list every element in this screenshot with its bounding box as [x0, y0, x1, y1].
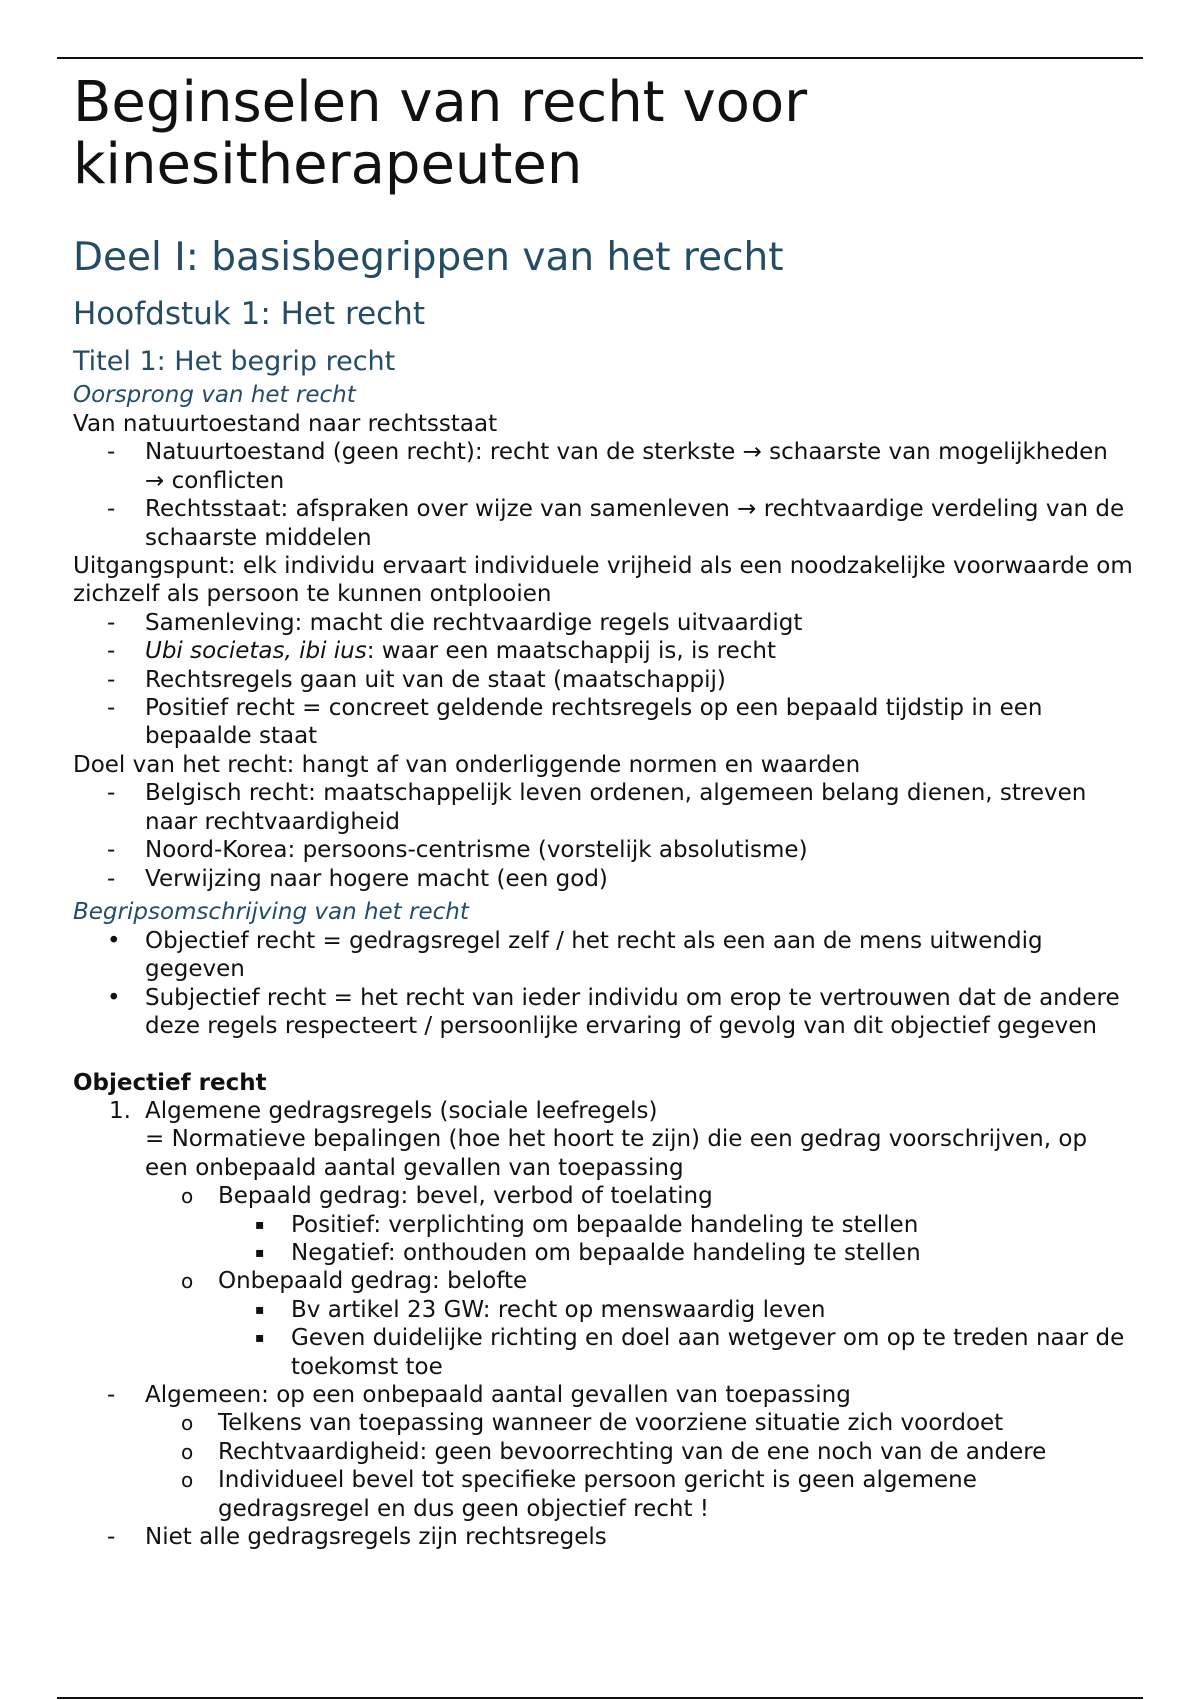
- section-heading-oorsprong: Oorsprong van het recht: [73, 382, 356, 408]
- circle-list: [73, 1267, 1133, 1295]
- list-item: - Algemeen: op een onbepaald aantal gevallen van toepassing: [107, 1382, 851, 1408]
- list-item: ▪ Bv artikel 23 GW: recht op menswaardig leven: [255, 1296, 826, 1323]
- dash-list: [73, 438, 1133, 552]
- dash-marker: -: [107, 1382, 116, 1408]
- bottom-rule: [57, 1697, 1143, 1699]
- list-item: - Verwijzing naar hogere macht (een god): [107, 865, 608, 892]
- list-item: • Subjectief recht = het recht van ieder individu om erop te vertrouwen dat de andere deze regels respecteert / persoonlijke ervaring of gevolg van dit objectief gegeven: [107, 984, 1120, 1040]
- top-rule: [57, 57, 1143, 59]
- list-item: ▪ Negatief: onthouden om bepaalde handeling te stellen: [255, 1239, 921, 1266]
- circle-marker: o: [181, 1468, 194, 1493]
- list-item: o Rechtvaardigheid: geen bevoorrechting van de ene noch van de andere: [181, 1438, 1047, 1465]
- dash-marker: -: [107, 695, 116, 722]
- square-marker: ▪: [255, 1330, 265, 1347]
- list-item: • Objectief recht = gedragsregel zelf / het recht als een aan de mens uitwendig gegeven: [107, 927, 1043, 983]
- dash-list: [73, 1523, 1133, 1551]
- list-item: - Rechtsstaat: afspraken over wijze van samenleven → rechtvaardige verdeling van de schaarste middelen: [107, 496, 1125, 551]
- circle-list: [73, 1409, 1133, 1523]
- list-item: o Telkens van toepassing wanneer de voorziene situatie zich voordoet: [181, 1410, 1004, 1437]
- title-heading: Titel 1: Het begrip recht: [73, 346, 396, 377]
- square-marker: ▪: [255, 1216, 265, 1233]
- list-item: - Niet alle gedragsregels zijn rechtsregels: [107, 1524, 607, 1551]
- circle-marker: o: [181, 1184, 194, 1209]
- dash-marker: -: [107, 496, 116, 523]
- list-item: - Samenleving: macht die rechtvaardige regels uitvaardigt: [107, 609, 803, 636]
- bullet-marker: •: [107, 927, 121, 954]
- chapter-heading: Hoofdstuk 1: Het recht: [73, 296, 425, 332]
- dash-marker: -: [107, 837, 116, 864]
- document-page: [73, 72, 1133, 1551]
- dash-marker: -: [107, 609, 116, 636]
- bullet-list: [73, 927, 1133, 1041]
- blank-line: [73, 1041, 1133, 1069]
- list-item: ▪ Positief: verplichting om bepaalde handeling te stellen: [255, 1211, 919, 1238]
- list-item: o Individueel bevel tot specifieke persoon gericht is geen algemene gedragsregel en dus geen objectief recht !: [181, 1467, 977, 1522]
- square-list: [73, 1296, 1133, 1381]
- dash-list: [73, 609, 1133, 751]
- list-item: o Onbepaald gedrag: belofte: [181, 1268, 528, 1295]
- part-heading: Deel I: basisbegrippen van het recht: [73, 235, 784, 280]
- square-marker: ▪: [255, 1301, 265, 1318]
- circle-marker: o: [181, 1439, 194, 1464]
- dash-marker: -: [107, 780, 116, 807]
- list-item: ▪ Geven duidelijke richting en doel aan wetgever om op te treden naar de toekomst toe: [255, 1325, 1125, 1380]
- bold-heading-objectief: Objectief recht: [73, 1069, 267, 1096]
- list-item: - Ubi societas, ibi ius: waar een maatschappij is, is recht: [107, 638, 776, 665]
- document-title: Beginselen van recht voor kinesitherapeuten: [73, 70, 808, 197]
- circle-list: [73, 1182, 1133, 1210]
- bullet-marker: •: [107, 984, 121, 1011]
- paragraph: Uitgangspunt: elk individu ervaart individuele vrijheid als een noodzakelijke voorwaarde om zichzelf als persoon te kunnen ontplooien: [73, 553, 1133, 608]
- dash-marker: -: [107, 666, 116, 693]
- list-item: - Positief recht = concreet geldende rechtsregels op een bepaald tijdstip in een bepaalde staat: [107, 695, 1043, 750]
- number-marker: 1.: [109, 1097, 131, 1124]
- dash-marker: -: [107, 638, 116, 665]
- paragraph: Van natuurtoestand naar rechtsstaat: [73, 411, 498, 437]
- latin-phrase: Ubi societas, ibi ius: [145, 638, 367, 665]
- list-item: o Bepaald gedrag: bevel, verbod of toelating: [181, 1183, 713, 1210]
- square-marker: ▪: [255, 1244, 265, 1261]
- list-item: - Noord-Korea: persoons-centrisme (vorstelijk absolutisme): [107, 837, 808, 864]
- paragraph: Doel van het recht: hangt af van onderliggende normen en waarden: [73, 751, 861, 778]
- list-item: - Rechtsregels gaan uit van de staat (maatschappij): [107, 666, 726, 693]
- section-heading-begrip: Begripsomschrijving van het recht: [73, 898, 469, 925]
- dash-list: [73, 1381, 1133, 1409]
- circle-marker: o: [181, 1411, 194, 1436]
- dash-list: [73, 779, 1133, 893]
- dash-marker: -: [107, 1524, 116, 1551]
- dash-marker: -: [107, 439, 116, 466]
- numbered-list: [73, 1097, 1133, 1182]
- list-item: - Natuurtoestand (geen recht): recht van de sterkste → schaarste van mogelijkheden → conflicten: [107, 439, 1108, 494]
- list-item: - Belgisch recht: maatschappelijk leven ordenen, algemeen belang dienen, streven naar rechtvaardigheid: [107, 780, 1087, 835]
- list-item: 1. Algemene gedragsregels (sociale leefregels) = Normatieve bepalingen (hoe het hoort te zijn) die een gedrag voorschrijven, op een onbepaald aantal gevallen van toepassing: [109, 1097, 1088, 1181]
- square-list: [73, 1211, 1133, 1268]
- circle-marker: o: [181, 1269, 194, 1294]
- dash-marker: -: [107, 865, 116, 892]
